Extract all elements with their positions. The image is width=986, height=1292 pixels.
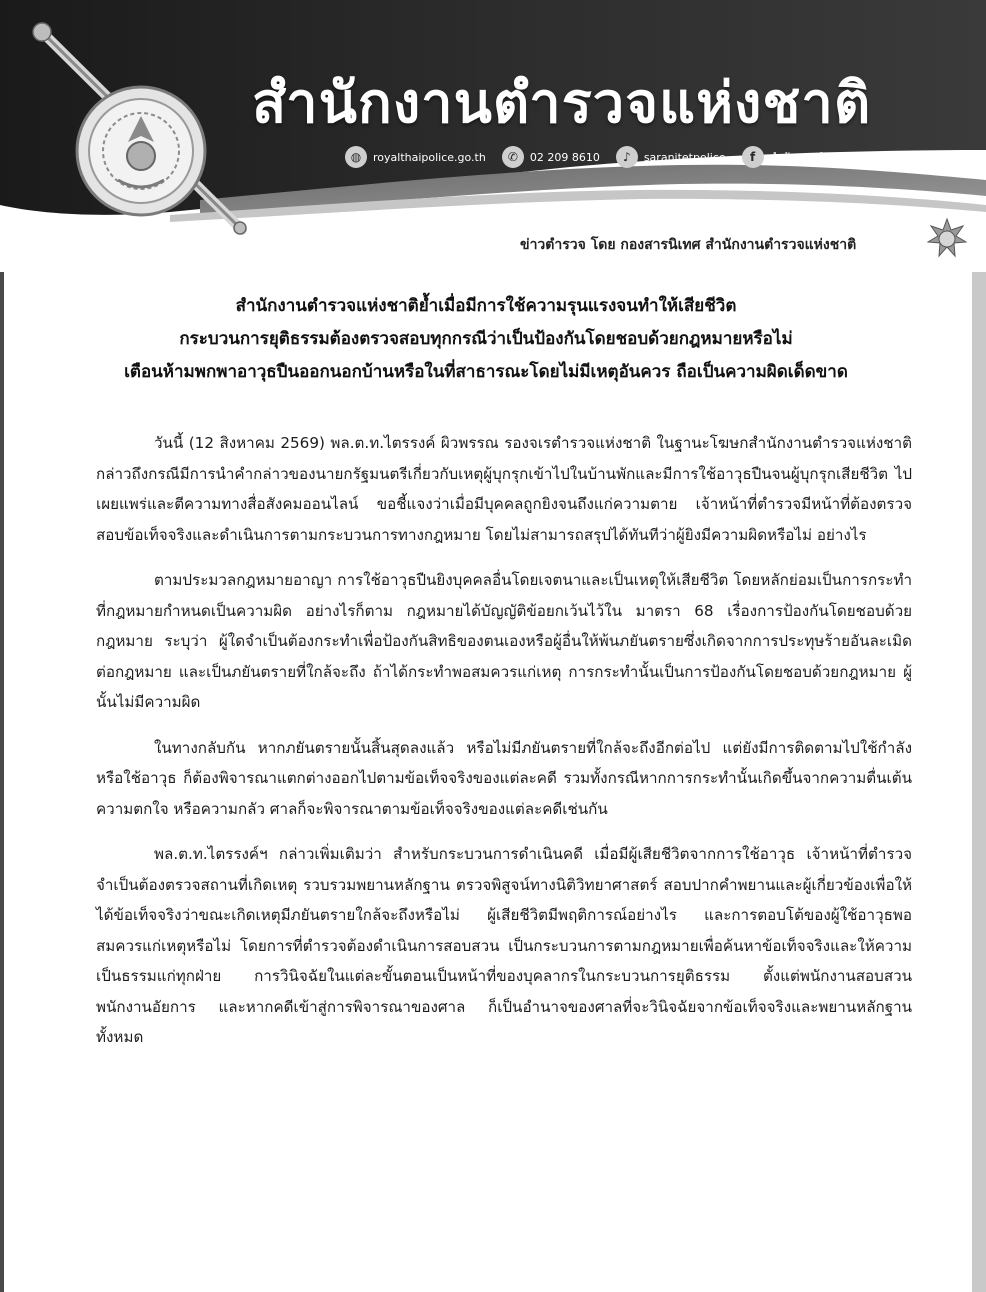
contact-facebook-text: สำนักงานตำรวจแห่งชาติ xyxy=(769,151,889,164)
paragraph-text: วันนี้ (12 สิงหาคม 2569) พล.ต.ท.ไตรรงค์ ผิวพรรณ รองจเรตำรวจแห่งชาติ ในฐานะโฆษกสำนักงานตำรวจแห่งชาติ กล่าวถึงกรณีมีการนำคำกล่าวของนายกรัฐมนตรีเกี่ยวกับเหตุผู้บุกรุกเข้าไปในบ้านพักและมีการใช้อาวุธปืนจนผู้บุกรุกเสียชีวิต ไปเผยแพร่และตีความทางสื่อสังคมออนไลน์ ขอชี้แจงว่าเมื่อมีบุคคลถูกยิงจนถึงแก่ความตาย เจ้าหน้าที่ตำรวจมีหน้าที่ต้องตรวจสอบข้อเท็จจริงและดำเนินการตามกระบวนการทางกฎหมาย โดยไม่สามารถสรุปได้ทันทีว่าผู้ยิงมีความผิดหรือไม่ อย่างไร xyxy=(96,434,912,544)
police-badge-icon xyxy=(927,218,967,258)
paragraph-text: พล.ต.ท.ไตรรงค์ฯ กล่าวเพิ่มเติมว่า สำหรับกระบวนการดำเนินคดี เมื่อมีผู้เสียชีวิตจากการใช้อาวุธ เจ้าหน้าที่ตำรวจจำเป็นต้องตรวจสถานที่เกิดเหตุ รวบรวมพยานหลักฐาน ตรวจพิสูจน์ทางนิติวิทยาศาสตร์ สอบปากคำพยานและผู้เกี่ยวข้องเพื่อให้ได้ข้อเท็จจริงว่าขณะเกิดเหตุมีภยันตรายใกล้จะถึงหรือไม่ ผู้เสียชีวิตมีพฤติการณ์อย่างไร และการตอบโต้ของผู้ใช้อาวุธพอสมควรแก่เหตุหรือไม่ โดยการที่ตำรวจต้องดำเนินการสอบสวน เป็นกระบวนการตามกฎหมายเพื่อค้นหาข้อเท็จจริงและให้ความเป็นธรรมแก่ทุกฝ่าย การวินิจฉัยในแต่ละขั้นตอนเป็นหน้าที่ของบุคลากรในกระบวนการยุติธรรม ตั้งแต่พนักงานสอบสวน พนักงานอัยการ และหากคดีเข้าสู่การพิจารณาของศาล ก็เป็นอำนาจของศาลที่จะวินิจฉัยจากข้อเท็จจริงและพยานหลักฐานทั้งหมด xyxy=(96,845,912,1046)
paragraph-text: ในทางกลับกัน หากภยันตรายนั้นสิ้นสุดลงแล้ว หรือไม่มีภยันตรายที่ใกล้จะถึงอีกต่อไป แต่ยังมีการติดตามไปใช้กำลังหรือใช้อาวุธ ก็ต้องพิจารณาแตกต่างออกไปตามข้อเท็จจริงของแต่ละคดี รวมทั้งกรณีหากการกระทำนั้นเกิดขึ้นจากความตื่นเต้น ความตกใจ หรือความกลัว ศาลก็จะพิจารณาตามข้อเท็จจริงของแต่ละคดีเช่นกัน xyxy=(96,738,912,818)
contact-tiktok xyxy=(616,146,726,168)
article-body xyxy=(96,428,912,1068)
organization-title: สำนักงานตำรวจแห่งชาติ xyxy=(252,71,872,136)
contact-phone xyxy=(502,146,600,168)
phone-icon: ✆ xyxy=(502,146,524,168)
contact-bar xyxy=(345,144,904,170)
article-paragraph xyxy=(96,839,912,1053)
police-seal-icon xyxy=(74,84,208,218)
facebook-icon: f xyxy=(742,146,764,168)
tiktok-icon: ♪ xyxy=(616,146,638,168)
letterhead xyxy=(0,0,986,272)
headline-line-1: สำนักงานตำรวจแห่งชาติย้ำเมื่อมีการใช้ความรุนแรงจนทำให้เสียชีวิต xyxy=(235,296,737,316)
article-paragraph xyxy=(96,565,912,718)
article-paragraph xyxy=(96,733,912,825)
headline-line-2: กระบวนการยุติธรรมต้องตรวจสอบทุกกรณีว่าเป็นป้องกันโดยชอบด้วยกฎหมายหรือไม่ xyxy=(179,329,793,349)
headline-line-3: เตือนห้ามพกพาอาวุธปืนออกนอกบ้านหรือในที่สาธารณะโดยไม่มีเหตุอันควร ถือเป็นความผิดเด็ดขาด xyxy=(124,362,848,382)
contact-facebook xyxy=(742,146,889,168)
contact-website xyxy=(345,146,486,168)
headline-block xyxy=(0,290,972,389)
article-paragraph xyxy=(96,428,912,550)
globe-icon: ◍ xyxy=(345,146,367,168)
contact-website-text: royalthaipolice.go.th xyxy=(373,150,486,164)
contact-tiktok-text: saranitetpolice xyxy=(643,150,726,164)
paragraph-text: ตามประมวลกฎหมายอาญา การใช้อาวุธปืนยิงบุคคลอื่นโดยเจตนาและเป็นเหตุให้เสียชีวิต โดยหลักย่อมเป็นการกระทำที่กฎหมายกำหนดเป็นความผิด อย่างไรก็ตาม กฎหมายได้บัญญัติข้อยกเว้นไว้ใน มาตรา 68 เรื่องการป้องกันโดยชอบด้วยกฎหมาย ระบุว่า ผู้ใดจำเป็นต้องกระทำเพื่อป้องกันสิทธิของตนเองหรือผู้อื่นให้พ้นภยันตรายซึ่งเกิดจากการประทุษร้ายอันละเมิดต่อกฎหมาย และเป็นภยันตรายที่ใกล้จะถึง ถ้าได้กระทำพอสมควรแก่เหตุ การกระทำนั้นเป็นการป้องกันโดยชอบด้วยกฎหมาย ผู้นั้นไม่มีความผิด xyxy=(96,571,912,711)
news-byline: ข่าวตำรวจ โดย กองสารนิเทศ สำนักงานตำรวจแห่งชาติ xyxy=(520,237,857,253)
contact-phone-text: 02 209 8610 xyxy=(529,150,600,164)
